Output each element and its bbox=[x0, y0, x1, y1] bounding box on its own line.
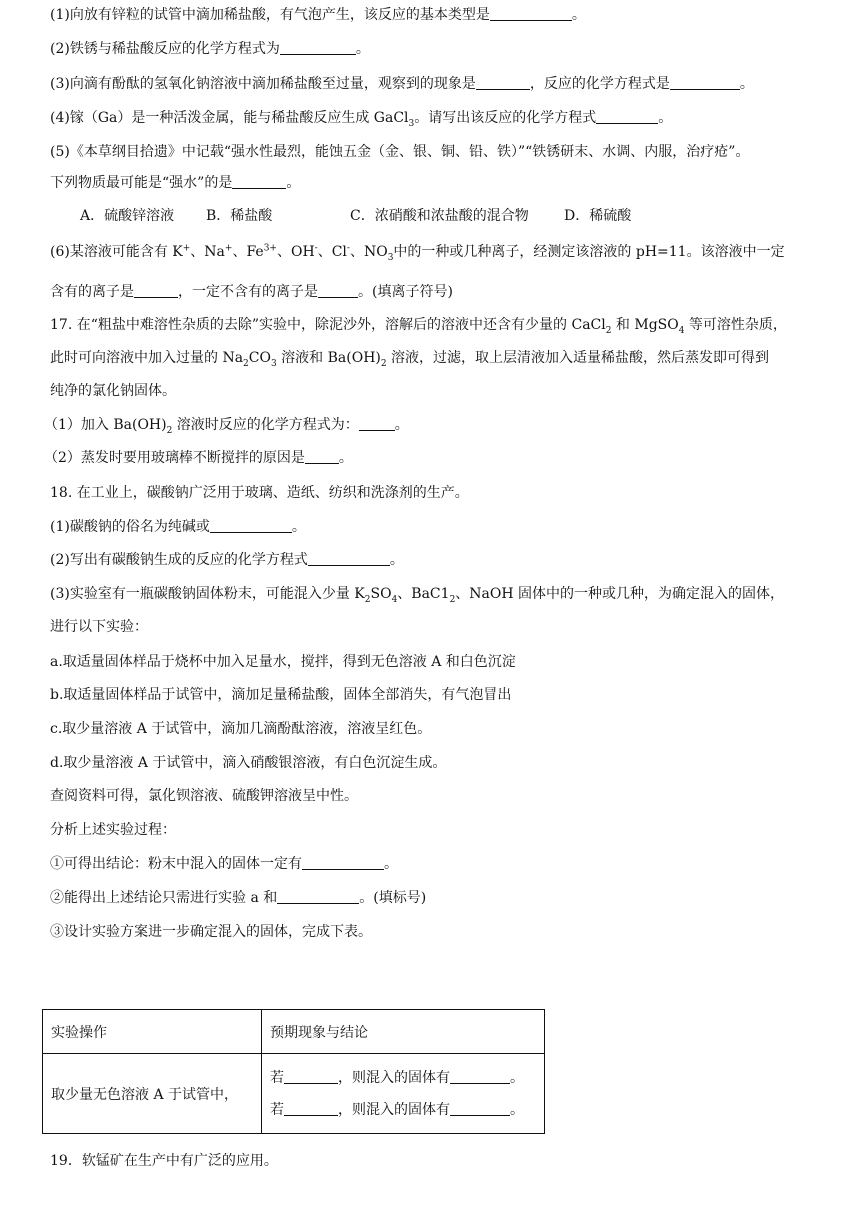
q18-part1: (1)碳酸钠的俗名为纯碱或 。 bbox=[50, 519, 306, 535]
q18-analysis: 分析上述实验过程： bbox=[50, 822, 176, 838]
answer-blank[interactable] bbox=[284, 1101, 338, 1116]
q16-part6-line1: (6)某溶液可能含有 K+、Na+、$Fe^{3+}$、OH-、Cl-、$NO_3$中的一种或几种离子，经测定该溶液的 pH=11。该溶液中一定 bbox=[50, 243, 785, 263]
answer-blank[interactable] bbox=[210, 518, 292, 533]
q18-reference: 查阅资料可得，氯化钡溶液、硫酸钾溶液呈中性。 bbox=[50, 788, 358, 804]
option-c[interactable]: C．浓硝酸和浓盐酸的混合物 bbox=[350, 208, 529, 224]
answer-blank[interactable] bbox=[318, 283, 358, 298]
answer-blank[interactable] bbox=[302, 855, 384, 870]
answer-blank[interactable] bbox=[232, 174, 286, 189]
table-row bbox=[43, 1054, 545, 1134]
table-cell-operation: 取少量无色溶液 A 于试管中， bbox=[43, 1054, 262, 1134]
q18-part3-line2: 进行以下实验： bbox=[50, 619, 148, 635]
q16-part5-line2: 下列物质最可能是“强水”的是 。 bbox=[50, 175, 301, 191]
answer-blank[interactable] bbox=[670, 75, 740, 90]
answer-blank[interactable] bbox=[134, 283, 178, 298]
answer-blank[interactable] bbox=[596, 109, 658, 124]
option-b[interactable]: B．稀盐酸 bbox=[206, 208, 273, 224]
q18-part2: (2)写出有碳酸钠生成的反应的化学方程式 。 bbox=[50, 552, 404, 568]
q16-part4: (4)镓（Ga）是一种活泼金属，能与稀盐酸反应生成 GaCl$_3$。请写出该反应的化学方程式 。 bbox=[50, 110, 673, 129]
q16-part5-line1: (5)《本草纲目拾遗》中记载“强水性最烈，能蚀五金（金、银、铜、铅、铁）”“铁锈研末、水调、内服，治疗疮”。 bbox=[50, 144, 750, 160]
q17-line3: 纯净的氯化钠固体。 bbox=[50, 383, 176, 399]
q17-sub2: （2）蒸发时要用玻璃棒不断搅拌的原因是 。 bbox=[44, 450, 353, 466]
table-header-row bbox=[43, 1010, 545, 1054]
answer-blank[interactable] bbox=[450, 1069, 510, 1084]
q18-conclusion1: ①可得出结论：粉末中混入的固体一定有 。 bbox=[50, 856, 398, 872]
q18-title: 18. 在工业上，碳酸钠广泛用于玻璃、造纸、纺织和洗涤剂的生产。 bbox=[50, 485, 469, 501]
experiment-table bbox=[42, 1009, 545, 1134]
q16-part3: (3)向滴有酚酞的氢氧化钠溶液中滴加稀盐酸至过量，观察到的现象是 ，反应的化学方程式是 。 bbox=[50, 76, 754, 92]
q18-conclusion2: ②能得出上述结论只需进行实验 a 和 。(填标号) bbox=[50, 890, 427, 906]
q18-exp-a: a.取适量固体样品于烧杯中加入足量水，搅拌，得到无色溶液 A 和白色沉淀 bbox=[50, 654, 516, 670]
q17-sub1: （1）加入 $Ba(OH)_2$ 溶液时反应的化学方程式为： 。 bbox=[44, 417, 409, 436]
result-line-2: 若 ，则混入的固体有 。 bbox=[270, 1101, 524, 1118]
q18-conclusion3: ③设计实验方案进一步确定混入的固体，完成下表。 bbox=[50, 924, 372, 940]
q16-part6-line2: 含有的离子是 ，一定不含有的离子是 。(填离子符号) bbox=[50, 284, 453, 300]
answer-blank[interactable] bbox=[450, 1101, 510, 1116]
answer-blank[interactable] bbox=[277, 889, 359, 904]
answer-blank[interactable] bbox=[284, 1069, 338, 1084]
answer-blank[interactable] bbox=[359, 416, 395, 431]
answer-blank[interactable] bbox=[476, 75, 530, 90]
q16-options bbox=[80, 206, 631, 226]
answer-blank[interactable] bbox=[280, 40, 356, 55]
q18-exp-c: c.取少量溶液 A 于试管中，滴加几滴酚酞溶液，溶液呈红色。 bbox=[50, 721, 432, 737]
q19-title: 19．软锰矿在生产中有广泛的应用。 bbox=[50, 1153, 278, 1169]
result-line-1: 若 ，则混入的固体有 。 bbox=[270, 1069, 524, 1086]
q18-exp-b: b.取适量固体样品于试管中，滴加足量稀盐酸，固体全部消失，有气泡冒出 bbox=[50, 687, 512, 703]
q17-line2: 此时可向溶液中加入过量的 $Na_2CO_3$ 溶液和 $Ba(OH)_2$ 溶液，过滤，取上层清液加入适量稀盐酸，然后蒸发即可得到 bbox=[50, 350, 770, 369]
answer-blank[interactable] bbox=[305, 449, 339, 464]
table-header-result: 预期现象与结论 bbox=[262, 1010, 545, 1054]
q18-exp-d: d.取少量溶液 A 于试管中，滴入硝酸银溶液，有白色沉淀生成。 bbox=[50, 755, 447, 771]
answer-blank[interactable] bbox=[308, 551, 390, 566]
q17-line1: 17. 在“粗盐中难溶性杂质的去除”实验中，除泥沙外，溶解后的溶液中还含有少量的 CaCl$_2$ 和 MgSO$_4$ 等可溶性杂质， bbox=[50, 317, 787, 336]
option-a[interactable]: A．硫酸锌溶液 bbox=[80, 208, 175, 224]
q18-part3-line1: (3)实验室有一瓶碳酸钠固体粉末，可能混入少量 $K_2SO_4$、$BaC1_2$、NaOH 固体中的一种或几种，为确定混入的固体， bbox=[50, 586, 785, 605]
table-cell-result bbox=[262, 1054, 545, 1134]
answer-blank[interactable] bbox=[490, 6, 572, 21]
table-header-operation: 实验操作 bbox=[43, 1010, 262, 1054]
q16-part2: (2)铁锈与稀盐酸反应的化学方程式为 。 bbox=[50, 41, 370, 57]
option-d[interactable]: D．稀硫酸 bbox=[564, 208, 632, 224]
q16-part1: (1)向放有锌粒的试管中滴加稀盐酸，有气泡产生，该反应的基本类型是 。 bbox=[50, 7, 586, 23]
